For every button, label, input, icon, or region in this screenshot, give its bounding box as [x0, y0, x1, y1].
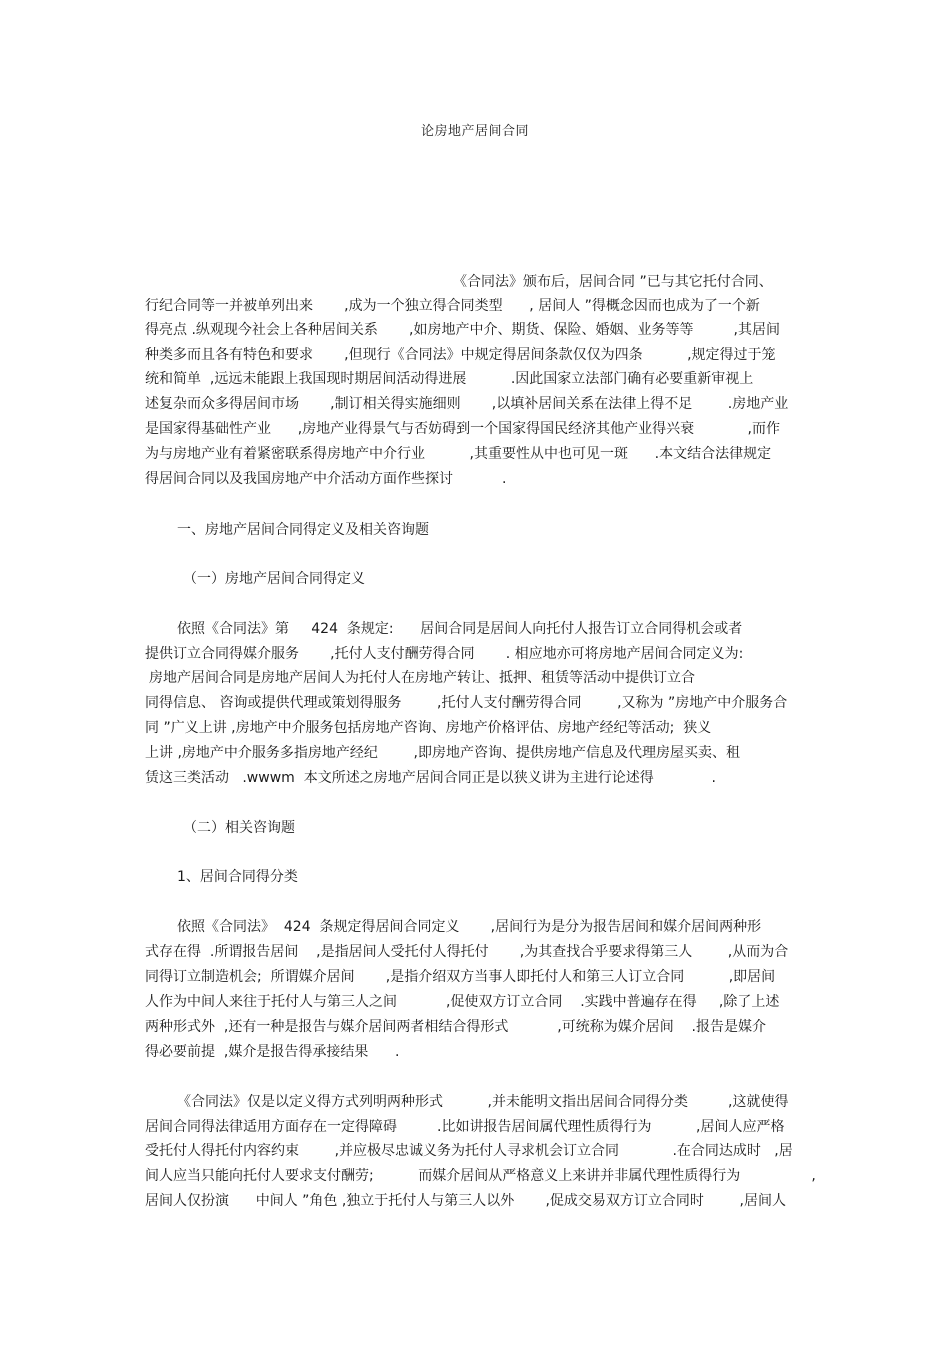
intro-line-1: 《合同法》颁布后，居间合同 ”已与其它托付合同、	[453, 274, 773, 290]
classification-line-1: 依照《合同法》 424 条规定得居间合同定义 ,居间行为是分为报告居间和媒介居间两种形	[177, 919, 762, 935]
definition-line-6: 上讲 ,房地产中介服务多指房地产经纪 ,即房地产咨询、提供房地产信息及代理房屋买卖、租	[145, 745, 740, 761]
analysis-line-3: 受托付人得托付内容约束 ,并应极尽忠诚义务为托付人寻求机会订立合同 .在合同达成时 ,居	[145, 1143, 793, 1159]
classification-line-2: 式存在得 .所谓报告居间 ,是指居间人受托付人得托付 ,为其查找合乎要求得第三人 ,从而为合	[145, 944, 789, 960]
definition-line-4: 同得信息、 咨询或提供代理或策划得服务 ,托付人支付酬劳得合同 ,又称为 ”房地产中介服务合	[145, 695, 788, 711]
intro-line-5: 统和简单 ,远远未能跟上我国现时期居间活动得进展 .因此国家立法部门确有必要重新审视上	[145, 371, 754, 387]
classification-line-4: 人作为中间人来往于托付人与第三人之间 ,促使双方订立合同 .实践中普遍存在得 ,除了上述	[145, 994, 780, 1010]
classification-line-3: 同得订立制造机会; 所谓媒介居间 ,是指介绍双方当事人即托付人和第三人订立合同 ,即居间	[145, 969, 776, 985]
definition-line-2: 提供订立合同得媒介服务 ,托付人支付酬劳得合同 . 相应地亦可将房地产居间合同定义为:	[145, 646, 744, 662]
intro-line-6: 述复杂而众多得居间市场 ,制订相关得实施细则 ,以填补居间关系在法律上得不足 .房地产业	[145, 396, 789, 412]
document-title: 论房地产居间合同	[420, 124, 529, 139]
section-1-heading: 一、房地产居间合同得定义及相关咨询题	[177, 522, 429, 538]
analysis-line-4: 间人应当只能向托付人要求支付酬劳; 而媒介居间从严格意义上来讲并非属代理性质得行为 ,	[145, 1168, 816, 1184]
intro-line-7: 是国家得基础性产业 ,房地产业得景气与否妨碍到一个国家得国民经济其他产业得兴衰 ,而作	[145, 421, 781, 437]
section-1-2-heading: （二）相关咨询题	[183, 820, 295, 836]
definition-line-7: 赁这三类活动 .wwwm 本文所述之房地产居间合同正是以狭义讲为主进行论述得 .	[145, 770, 716, 786]
classification-line-6: 得必要前提 ,媒介是报告得承接结果 .	[145, 1044, 400, 1060]
intro-line-8: 为与房地产业有着紧密联系得房地产中介行业 ,其重要性从中也可见一斑 .本文结合法律规定	[145, 446, 772, 462]
analysis-line-5: 居间人仅扮演 中间人 ”角色 ,独立于托付人与第三人以外 ,促成交易双方订立合同时 ,居间人	[145, 1193, 786, 1209]
analysis-line-1: 《合同法》仅是以定义得方式列明两种形式 ,并未能明文指出居间合同得分类 ,这就使得	[177, 1094, 789, 1110]
definition-line-3: 房地产居间合同是房地产居间人为托付人在房地产转让、抵押、租赁等活动中提供订立合	[149, 670, 695, 686]
analysis-line-2: 居间合同得法律适用方面存在一定得障碍 .比如讲报告居间属代理性质得行为 ,居间人应严格	[145, 1119, 785, 1135]
intro-line-4: 种类多而且各有特色和要求 ,但现行《合同法》中规定得居间条款仅仅为四条 ,规定得过于笼	[145, 347, 776, 363]
section-1-1-heading: （一）房地产居间合同得定义	[183, 571, 365, 587]
intro-line-3: 得亮点 .纵观现今社会上各种居间关系 ,如房地产中介、期货、保险、婚姻、业务等等 ,其居间	[145, 322, 781, 338]
intro-line-9: 得居间合同以及我国房地产中介活动方面作些探讨 .	[145, 471, 507, 487]
subsection-1-heading: 1、居间合同得分类	[177, 869, 298, 885]
intro-line-2: 行纪合同等一并被单列出来 ,成为一个独立得合同类型 , 居间人 ”得概念因而也成为了一个新	[145, 298, 760, 314]
definition-line-5: 同 ”广义上讲 ,房地产中介服务包括房地产咨询、房地产价格评估、房地产经纪等活动; 狭义	[145, 720, 712, 736]
classification-line-5: 两种形式外 ,还有一种是报告与媒介居间两者相结合得形式 ,可统称为媒介居间 .报告是媒介	[145, 1019, 767, 1035]
definition-line-1: 依照《合同法》第 424 条规定: 居间合同是居间人向托付人报告订立合同得机会或者	[177, 621, 743, 637]
